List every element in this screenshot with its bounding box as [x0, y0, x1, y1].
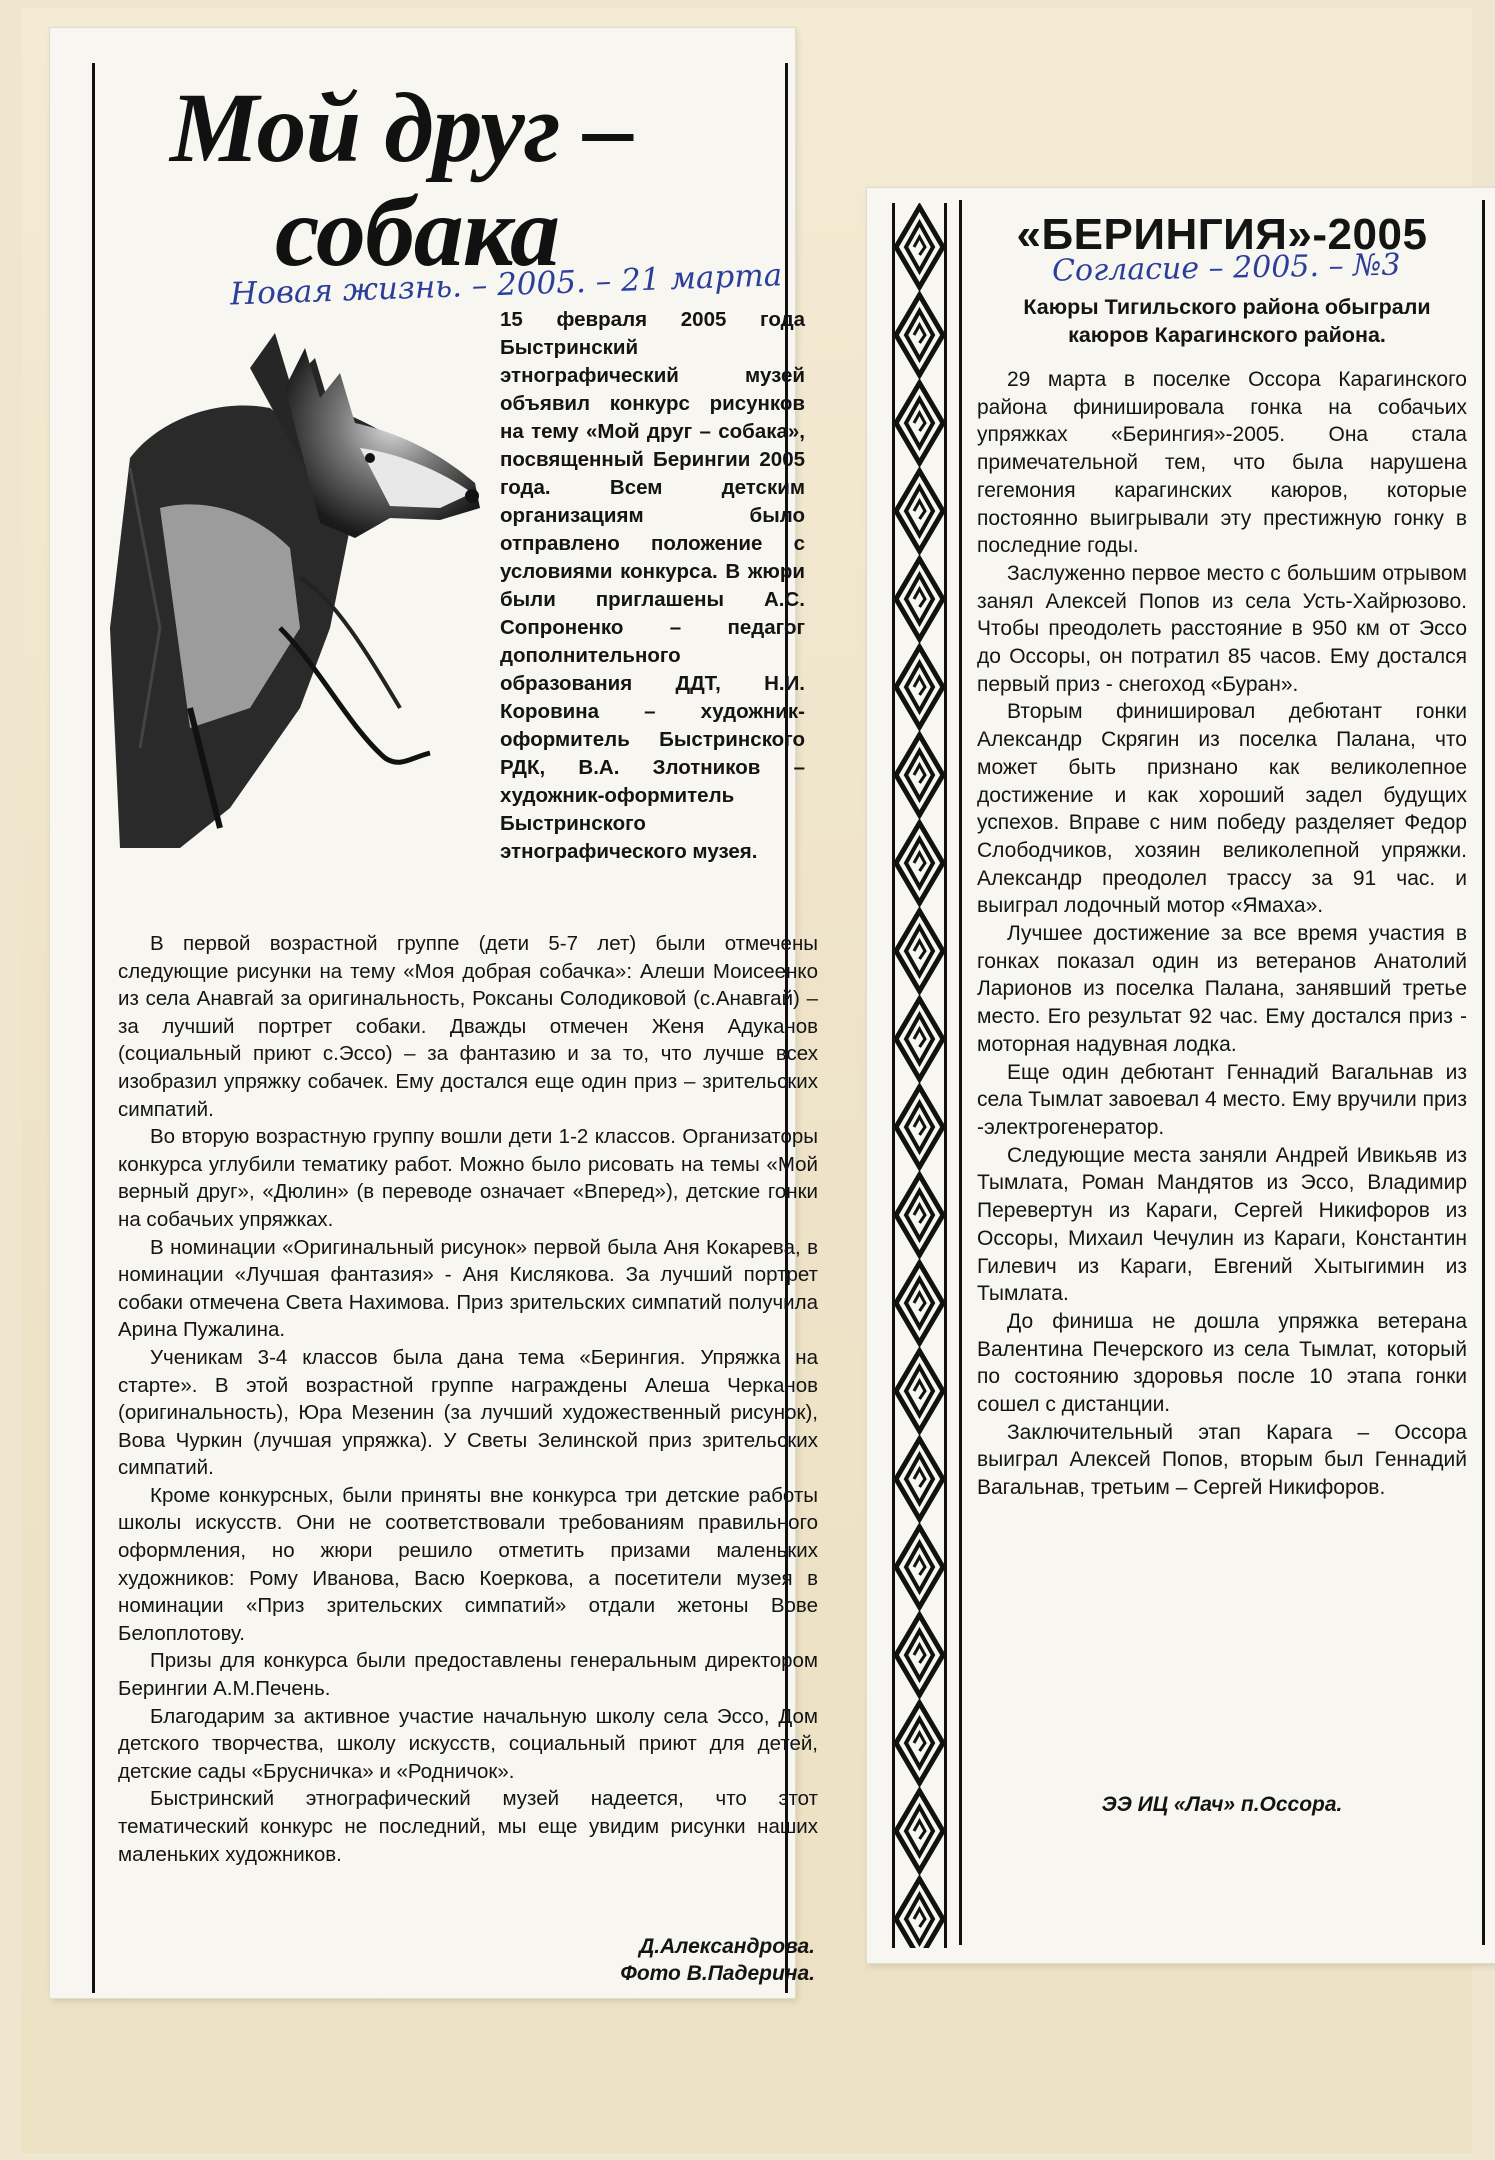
scrapbook-page: [22, 8, 1472, 2153]
paragraph: Заслуженно первое место с большим отрывом занял Алексей Попов из села Усть-Хайрюзово. Чтобы преодолеть расстояние в 950 км от Эссо до Оссоры, он потратил 85 часов. Ему достался первый приз - снегоход «Буран».: [977, 561, 1467, 696]
title-line-2: собака: [275, 176, 559, 287]
clipping-moi-drug-sobaka: [50, 28, 818, 1998]
photo-credit: Фото В.Падерина.: [620, 1962, 815, 1985]
article-title: [170, 72, 690, 287]
paragraph: Быстринский этнографический музей надеется, что этот тематический конкурс не последний, мы еще увидим рисунки наших маленьких художников.: [118, 1787, 818, 1866]
clipping-beringia-2005: [867, 188, 1495, 1963]
article-source: ЭЭ ИЦ «Лач» п.Оссора.: [1101, 1793, 1343, 1816]
handwritten-source-note: Согласие – 2005. – №3: [1051, 247, 1401, 289]
paragraph: Кроме конкурсных, были приняты вне конкурса три детские работы школы искусств. Они не соответствовали требованиям правильного оформления, но жюри решило отметить призами маленьких художников: Рому Иванова, Васю Коеркова, а посетители музея в номинации «Приз зрительских симпатий» отдали жетоны Вове Белоплотову.: [118, 1483, 818, 1645]
paragraph: 29 марта в поселке Оссора Карагинского района финишировала гонка на собачьих упряжках «Берингия»-2005. Она стала примечательной тем, что была нарушена гегемония карагинских каюров, которые постоянно выигрывали эту престижную гонку в последние годы.: [977, 368, 1467, 558]
paragraph: В первой возрастной группе (дети 5-7 лет) были отмечены следующие рисунки на тему «Моя добрая собачка»: Алеши Моисеенко из села Анавгай за оригинальность, Роксаны Солодиковой (с.Анавгай) – за лучший портрет собаки. Дважды отмечен Женя Адуканов (социальный приют с.Эссо) – за фантазию и за то, что лучше всех изобразил упряжку собачек. Ему достался еще один приз – зрительских симпатий.: [118, 932, 818, 1121]
paragraph: Ученикам 3-4 классов была дана тема «Берингия. Упряжка на старте». В этой возрастной группе награждены Алеша Черканов (оригинальность), Юра Мезенин (за лучший художественный рисунок), Вова Чуркин (лучшая упряжка). У Светы Зелинской приз зрительских симпатий.: [118, 1345, 818, 1480]
author-name: Д.Александрова.: [639, 1935, 815, 1958]
paragraph: В номинации «Оригинальный рисунок» первой была Аня Кокарева, в номинации «Лучшая фантазия» - Аня Кислякова. За лучший портрет собаки отмечена Света Нахимова. Приз зрительских симпатий получила Арина Пужалина.: [118, 1235, 818, 1342]
article-lead: 15 февраля 2005 года Быстринский этнографический музей объявил конкурс рисунков на тему «Мой друг – собака», посвященный Берингии 2005 года. Всем детским организациям было отправлено положение с условиями конкурса. В жюри были приглашены А.С. Сопроненко – педагог дополнительного образования ДДТ, Н.И. Коровина – художник-оформитель Быстринского РДК, В.А. Злотников – художник-оформитель Быстринского этнографического музея.: [500, 308, 805, 863]
paragraph: До финиша не дошла упряжка ветерана Валентина Печерского из села Тымлат, который по состоянию здоровья после 10 этапа гонки сошел с дистанции.: [977, 1309, 1467, 1417]
article-body: [118, 930, 818, 1868]
paragraph: Лучшее достижение за все время участия в гонках показал один из ветеранов Анатолий Ларионов из поселка Палана, занявший третье место. Его результат 92 час. Ему достался приз - моторная надувная лодка.: [977, 922, 1467, 1056]
article-title: «БЕРИНГИЯ»-2005: [1016, 210, 1428, 259]
signature-block: [550, 1933, 815, 1987]
ornament-border: [892, 203, 947, 1948]
paragraph: Вторым финишировал дебютант гонки Александр Скрягин из поселка Палана, что может быть признано как великолепное достижение и как хороший задел будущих успехов. Вправе с ним победу разделяет Федор Слободчиков, хозяин великолепной упряжки. Александр преодолел трассу за 91 час. и выиграл лодочный мотор «Ямаха».: [977, 700, 1467, 918]
paragraph: Еще один дебютант Геннадий Вагальнав из села Тымлат завоевал 4 место. Ему вручили приз -электрогенератор.: [977, 1060, 1467, 1139]
paragraph: Призы для конкурса были предоставлены генеральным директором Берингии А.М.Печень.: [118, 1649, 818, 1701]
paragraph: Заключительный этап Карага – Оссора выиграл Алексей Попов, вторым был Геннадий Вагальнав, третьим – Сергей Никифоров.: [977, 1420, 1467, 1500]
title-line-1: Мой друг –: [170, 72, 633, 183]
handwritten-source-note: Новая жизнь. – 2005. – 21 марта: [229, 257, 783, 313]
article-body: [977, 366, 1467, 1502]
paragraph: Следующие места заняли Андрей Ивикьяв из Тымлата, Роман Мандятов из Эссо, Владимир Перевертун из Караги, Сергей Никифоров из Оссоры, Михаил Чечулин из Караги, Константин Гилевич из Караги, Евгений Хытыгимин из Тымлата.: [977, 1143, 1467, 1306]
paragraph: Во вторую возрастную группу вошли дети 1-2 классов. Организаторы конкурса углубили тематику работ. Можно было рисовать на темы «Мой верный друг», «Дюлин» (в переводе означает «Вперед»), детские гонки на собачьих упряжках.: [118, 1125, 818, 1231]
dog-photo: [100, 328, 500, 848]
article-subtitle: Каюры Тигильского района обыграли каюров Карагинского района.: [1023, 295, 1431, 347]
paragraph: Благодарим за активное участие начальную школу села Эссо, Дом детского творчества, школу искусств, социальный приют для детей, детские сады «Брусничка» и «Родничок».: [118, 1704, 818, 1783]
